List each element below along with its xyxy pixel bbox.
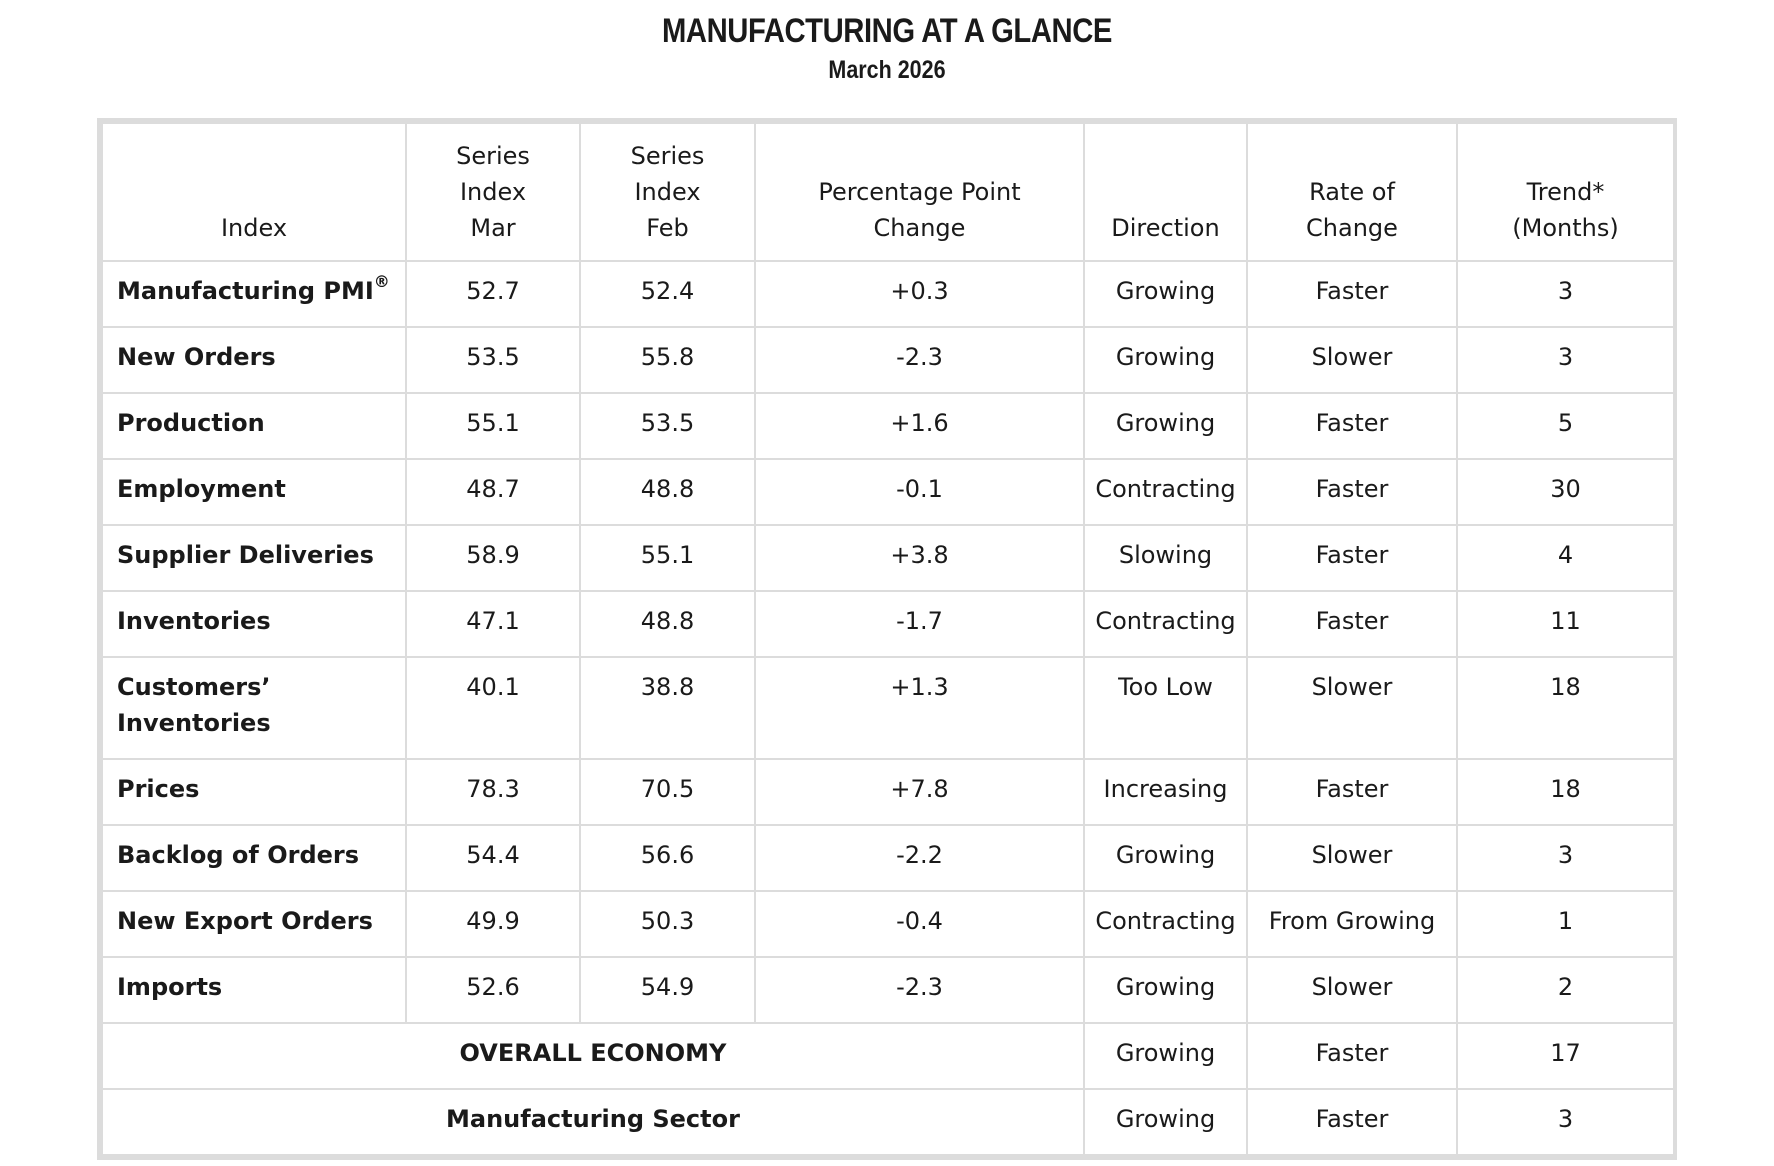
row-index-name: Manufacturing PMI® (102, 261, 406, 327)
cell-pp-change: +0.3 (755, 261, 1084, 327)
cell-direction: Contracting (1084, 591, 1247, 657)
cell-pp-change: +1.3 (755, 657, 1084, 759)
row-index-name: Inventories (102, 591, 406, 657)
cell-trend: 5 (1457, 393, 1674, 459)
cell-series-feb: 50.3 (580, 891, 755, 957)
cell-pp-change: -0.1 (755, 459, 1084, 525)
cell-direction: Slowing (1084, 525, 1247, 591)
table-row (102, 759, 1674, 825)
cell-trend: 4 (1457, 525, 1674, 591)
cell-trend: 3 (1457, 1089, 1674, 1155)
cell-trend: 18 (1457, 657, 1674, 759)
row-index-name: Imports (102, 957, 406, 1023)
cell-series-mar: 58.9 (406, 525, 580, 591)
cell-trend: 3 (1457, 327, 1674, 393)
cell-pp-change: -1.7 (755, 591, 1084, 657)
cell-direction: Growing (1084, 957, 1247, 1023)
row-index-name: Production (102, 393, 406, 459)
cell-series-mar: 52.6 (406, 957, 580, 1023)
cell-series-mar: 55.1 (406, 393, 580, 459)
cell-trend: 2 (1457, 957, 1674, 1023)
cell-trend: 11 (1457, 591, 1674, 657)
cell-series-mar: 47.1 (406, 591, 580, 657)
cell-rate-of-change: Faster (1247, 261, 1457, 327)
col-header-trend: Trend* (Months) (1457, 123, 1674, 261)
col-header-rate-of-change: Rate of Change (1247, 123, 1457, 261)
summary-label: Manufacturing Sector (102, 1089, 1084, 1155)
manufacturing-glance-table (101, 122, 1675, 1156)
cell-trend: 3 (1457, 825, 1674, 891)
cell-series-feb: 70.5 (580, 759, 755, 825)
cell-series-mar: 78.3 (406, 759, 580, 825)
cell-rate-of-change: Faster (1247, 459, 1457, 525)
cell-series-mar: 40.1 (406, 657, 580, 759)
cell-trend: 18 (1457, 759, 1674, 825)
cell-trend: 1 (1457, 891, 1674, 957)
cell-trend: 17 (1457, 1023, 1674, 1089)
summary-row-overall-economy (102, 1023, 1674, 1089)
cell-trend: 3 (1457, 261, 1674, 327)
table-row (102, 459, 1674, 525)
cell-direction: Contracting (1084, 459, 1247, 525)
table-row (102, 327, 1674, 393)
table-row (102, 591, 1674, 657)
cell-rate-of-change: Faster (1247, 591, 1457, 657)
cell-direction: Growing (1084, 825, 1247, 891)
col-header-index: Index (102, 123, 406, 261)
col-header-series-mar: Series Index Mar (406, 123, 580, 261)
cell-series-feb: 55.1 (580, 525, 755, 591)
cell-direction: Growing (1084, 327, 1247, 393)
cell-pp-change: -2.3 (755, 327, 1084, 393)
cell-rate-of-change: From Growing (1247, 891, 1457, 957)
row-index-name: Customers’ Inventories (102, 657, 406, 759)
col-header-direction: Direction (1084, 123, 1247, 261)
row-index-name: Employment (102, 459, 406, 525)
cell-rate-of-change: Slower (1247, 327, 1457, 393)
table-header-row (102, 123, 1674, 261)
cell-direction: Increasing (1084, 759, 1247, 825)
page-subtitle: March 2026 (828, 56, 946, 84)
row-index-name: New Orders (102, 327, 406, 393)
cell-direction: Contracting (1084, 891, 1247, 957)
registered-mark: ® (373, 272, 390, 291)
cell-direction: Growing (1084, 393, 1247, 459)
cell-series-mar: 48.7 (406, 459, 580, 525)
cell-series-feb: 54.9 (580, 957, 755, 1023)
cell-rate-of-change: Slower (1247, 957, 1457, 1023)
cell-rate-of-change: Faster (1247, 1023, 1457, 1089)
cell-rate-of-change: Slower (1247, 825, 1457, 891)
cell-series-feb: 48.8 (580, 591, 755, 657)
table-row (102, 261, 1674, 327)
table-row (102, 393, 1674, 459)
table-row (102, 957, 1674, 1023)
summary-row-manufacturing-sector (102, 1089, 1674, 1155)
cell-rate-of-change: Faster (1247, 393, 1457, 459)
page-title: MANUFACTURING AT A GLANCE (661, 12, 1112, 50)
cell-pp-change: -2.3 (755, 957, 1084, 1023)
cell-pp-change: +3.8 (755, 525, 1084, 591)
cell-series-mar: 49.9 (406, 891, 580, 957)
summary-label: OVERALL ECONOMY (102, 1023, 1084, 1089)
cell-direction: Too Low (1084, 657, 1247, 759)
cell-rate-of-change: Faster (1247, 1089, 1457, 1155)
cell-series-feb: 53.5 (580, 393, 755, 459)
cell-series-feb: 52.4 (580, 261, 755, 327)
cell-series-feb: 55.8 (580, 327, 755, 393)
cell-series-feb: 48.8 (580, 459, 755, 525)
cell-pp-change: +1.6 (755, 393, 1084, 459)
col-header-series-feb: Series Index Feb (580, 123, 755, 261)
glance-table-container (97, 118, 1677, 1160)
col-header-pp-change: Percentage Point Change (755, 123, 1084, 261)
row-index-name: New Export Orders (102, 891, 406, 957)
cell-trend: 30 (1457, 459, 1674, 525)
row-index-name: Supplier Deliveries (102, 525, 406, 591)
cell-series-feb: 38.8 (580, 657, 755, 759)
cell-pp-change: -2.2 (755, 825, 1084, 891)
row-index-name: Backlog of Orders (102, 825, 406, 891)
table-row (102, 825, 1674, 891)
table-row (102, 891, 1674, 957)
cell-pp-change: -0.4 (755, 891, 1084, 957)
cell-pp-change: +7.8 (755, 759, 1084, 825)
row-index-name: Prices (102, 759, 406, 825)
cell-rate-of-change: Faster (1247, 759, 1457, 825)
cell-series-mar: 54.4 (406, 825, 580, 891)
cell-rate-of-change: Slower (1247, 657, 1457, 759)
cell-series-mar: 52.7 (406, 261, 580, 327)
cell-direction: Growing (1084, 1023, 1247, 1089)
table-row (102, 525, 1674, 591)
cell-rate-of-change: Faster (1247, 525, 1457, 591)
cell-direction: Growing (1084, 261, 1247, 327)
cell-series-feb: 56.6 (580, 825, 755, 891)
table-row (102, 657, 1674, 759)
cell-direction: Growing (1084, 1089, 1247, 1155)
cell-series-mar: 53.5 (406, 327, 580, 393)
